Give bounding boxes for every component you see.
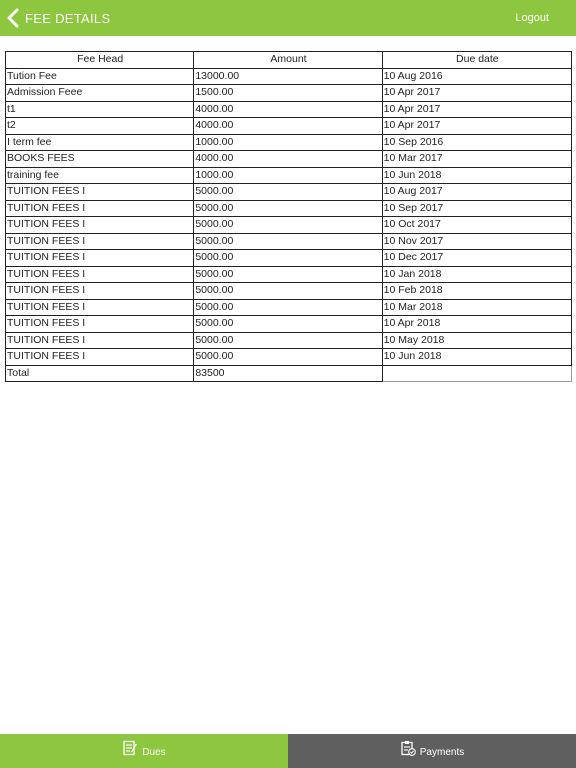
fee-head-cell: t1 [6,101,194,118]
table-row [6,349,572,366]
tab-payments-label: Payments [419,746,465,758]
tab-payments[interactable] [288,734,576,768]
fee-head-cell: training fee [6,167,194,184]
due-date-cell: 10 Apr 2018 [382,316,571,333]
due-date-cell: 10 Jan 2018 [382,266,571,283]
tab-dues-label: Dues [142,746,166,758]
fee-head-cell: Tution Fee [6,68,194,85]
fee-head-cell: TUITION FEES I [6,217,194,234]
table-row [6,118,572,135]
amount-cell: 5000.00 [194,184,382,201]
amount-cell: 5000.00 [194,200,382,217]
amount-cell: 5000.00 [194,233,382,250]
due-date-cell: 10 Apr 2017 [382,101,571,118]
page-title: FEE DETAILS [25,11,111,26]
fee-head-cell: TUITION FEES I [6,250,194,267]
table-row [6,151,572,168]
dues-icon [122,740,138,756]
tab-dues[interactable] [0,734,288,768]
amount-cell: 1000.00 [194,167,382,184]
amount-cell: 5000.00 [194,349,382,366]
back-button[interactable] [4,6,22,30]
fee-head-cell: TUITION FEES I [6,233,194,250]
due-date-cell: 10 Dec 2017 [382,250,571,267]
amount-cell: 5000.00 [194,332,382,349]
due-date-cell: 10 Sep 2016 [382,134,571,151]
due-date-cell: 10 Mar 2018 [382,299,571,316]
amount-cell: 5000.00 [194,316,382,333]
table-row [6,266,572,283]
chevron-left-icon [7,8,19,28]
table-row [6,233,572,250]
table-row [6,217,572,234]
fee-head-cell: TUITION FEES I [6,184,194,201]
table-row [6,167,572,184]
amount-cell: 5000.00 [194,299,382,316]
table-header-row [6,52,572,69]
due-date-cell: 10 Apr 2017 [382,85,571,102]
fee-head-cell: TUITION FEES I [6,332,194,349]
app-header [0,0,576,36]
table-row [6,332,572,349]
due-date-cell: 10 Feb 2018 [382,283,571,300]
amount-cell: 5000.00 [194,217,382,234]
amount-cell: 1000.00 [194,134,382,151]
bottom-tab-bar [0,734,576,768]
due-date-cell: 10 Nov 2017 [382,233,571,250]
due-date-cell: 10 Aug 2016 [382,68,571,85]
table-row [6,299,572,316]
due-date-cell: 10 Oct 2017 [382,217,571,234]
fee-head-cell: I term fee [6,134,194,151]
table-row [6,200,572,217]
due-date-cell: 10 Sep 2017 [382,200,571,217]
fee-head-cell: TUITION FEES I [6,283,194,300]
fee-head-cell: t2 [6,118,194,135]
due-date-cell: 10 Apr 2017 [382,118,571,135]
fee-rows [6,68,572,365]
fee-head-cell: TUITION FEES I [6,200,194,217]
amount-cell: 5000.00 [194,283,382,300]
table-row [6,134,572,151]
total-amount: 83500 [194,365,382,382]
column-header-due-date: Due date [382,52,571,69]
table-row [6,316,572,333]
total-row [6,365,572,382]
fee-head-cell: BOOKS FEES [6,151,194,168]
table-row [6,250,572,267]
payments-icon [400,740,416,756]
column-header-fee-head: Fee Head [6,52,194,69]
fee-table [5,51,572,382]
table-row [6,101,572,118]
fee-head-cell: TUITION FEES I [6,299,194,316]
table-row [6,184,572,201]
amount-cell: 5000.00 [194,250,382,267]
amount-cell: 5000.00 [194,266,382,283]
amount-cell: 4000.00 [194,101,382,118]
total-label: Total [6,365,194,382]
due-date-cell: 10 Aug 2017 [382,184,571,201]
amount-cell: 1500.00 [194,85,382,102]
total-empty-cell [382,365,571,382]
due-date-cell: 10 Jun 2018 [382,167,571,184]
column-header-amount: Amount [194,52,382,69]
logout-button[interactable]: Logout [515,12,549,24]
due-date-cell: 10 Mar 2017 [382,151,571,168]
fee-head-cell: TUITION FEES I [6,266,194,283]
amount-cell: 13000.00 [194,68,382,85]
table-row [6,68,572,85]
due-date-cell: 10 Jun 2018 [382,349,571,366]
amount-cell: 4000.00 [194,151,382,168]
table-row [6,283,572,300]
fee-head-cell: Admission Feee [6,85,194,102]
fee-head-cell: TUITION FEES I [6,349,194,366]
due-date-cell: 10 May 2018 [382,332,571,349]
table-row [6,85,572,102]
amount-cell: 4000.00 [194,118,382,135]
fee-head-cell: TUITION FEES I [6,316,194,333]
